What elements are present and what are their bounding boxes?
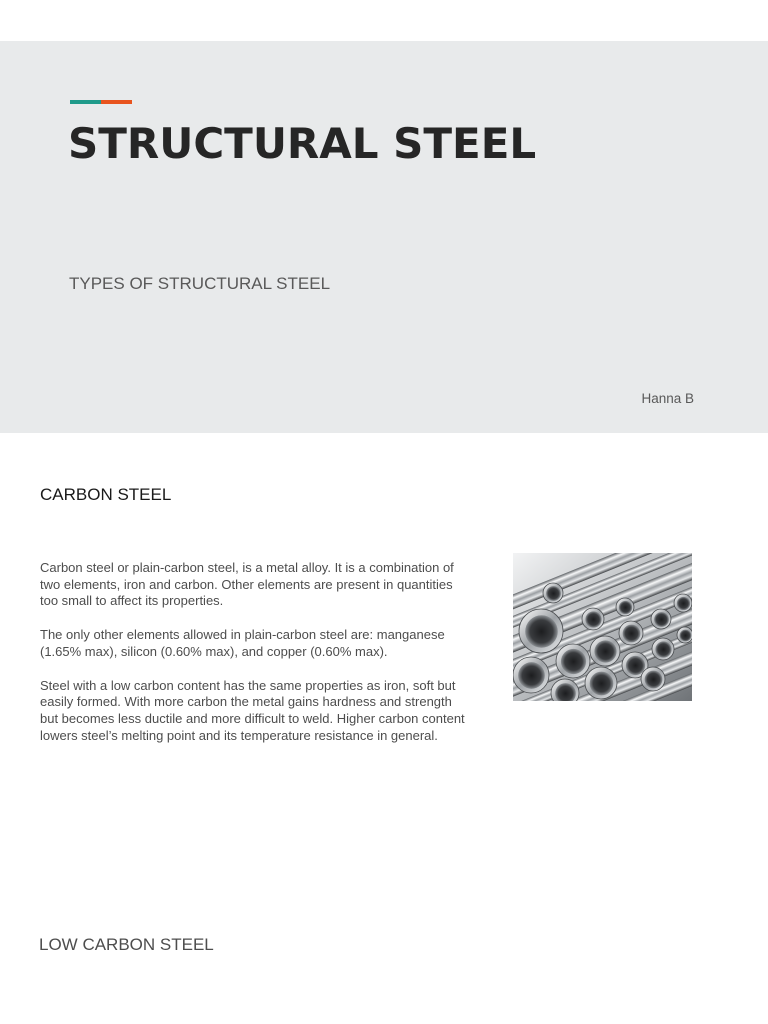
carbon-steel-body xyxy=(40,560,465,761)
title-slide xyxy=(0,41,768,433)
accent-bar-orange xyxy=(101,100,132,104)
paragraph-2: The only other elements allowed in plain-carbon steel are: manganese (1.65% max), silicon (0.60% max), and copper (0.60% max). xyxy=(40,627,445,659)
paragraph-1: Carbon steel or plain-carbon steel, is a metal alloy. It is a combination of two elements, iron and carbon. Other elements are present in quantities too small to affect its properties. xyxy=(40,560,454,609)
author-name: Hanna B xyxy=(641,391,694,406)
page-title: STRUCTURAL STEEL xyxy=(68,119,537,168)
section-heading-carbon-steel: CARBON STEEL xyxy=(40,485,172,504)
accent-bar xyxy=(70,100,132,104)
steel-tubes-photo xyxy=(513,553,692,701)
page-subtitle: TYPES OF STRUCTURAL STEEL xyxy=(69,274,331,293)
section-heading-low-carbon-steel: LOW CARBON STEEL xyxy=(39,935,214,954)
paragraph-3: Steel with a low carbon content has the same properties as iron, soft but easily formed. With more carbon the metal gains hardness and strength but becomes less ductile and more difficult to weld. Higher carbon content lowers steel’s melting point and its temperature resistance in general. xyxy=(40,677,465,743)
accent-bar-teal xyxy=(70,100,101,104)
steel-tubes-illustration xyxy=(513,553,692,701)
